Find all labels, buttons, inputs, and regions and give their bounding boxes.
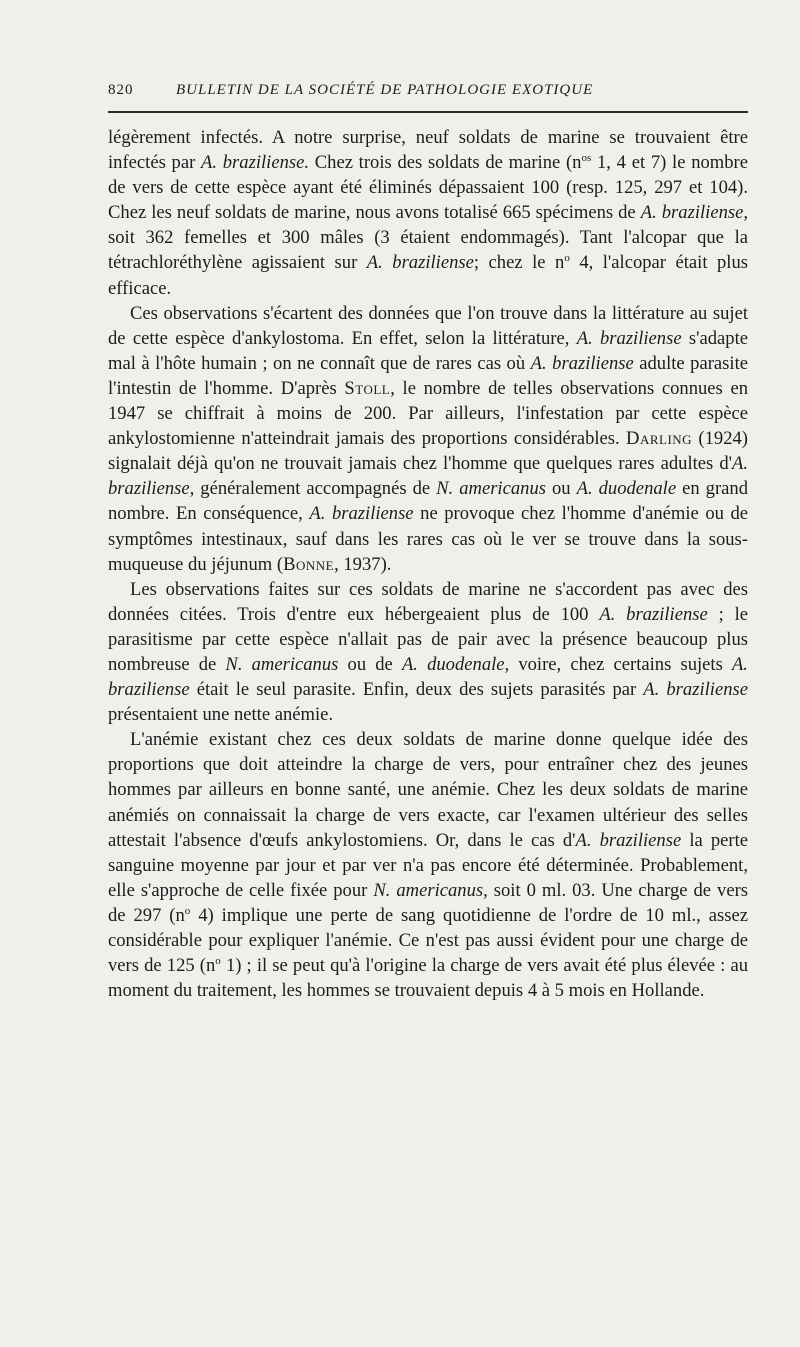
header-rule bbox=[108, 111, 748, 113]
paragraph-2: Ces observations s'écartent des données que l'on trouve dans la littérature au sujet de cette espèce d'ankylostoma. En effet, selon la littérature, A. braziliense s'adapte mal à l'hôte humain ; on ne connaît que de rares cas où A. braziliense adulte parasite l'intestin de l'homme. D'après Stoll, le nombre de telles observations connues en 1947 se chiffrait à moins de 200. Par ailleurs, l'infestation par cette espèce ankylostomienne n'atteindrait jamais des proportions considérables. Darling (1924) signalait déjà qu'on ne trouvait jamais chez l'homme que quelques rares adultes d'A. braziliense, généralement accompagnés de N. americanus ou A. duodenale en grand nombre. En conséquence, A. braziliense ne provoque chez l'homme d'anémie ou de symptômes intestinaux, sauf dans les rares cas où le ver se trouve dans la sous-muqueuse du jéjunum (Bonne, 1937). bbox=[108, 302, 749, 575]
body-text bbox=[108, 125, 748, 1003]
page-number: 820 bbox=[108, 82, 134, 98]
paragraph-3: Les observations faites sur ces soldats de marine ne s'accordent pas avec des données citées. Trois d'entre eux hébergeaient plus de 100 A. braziliense ; le parasitisme par cette espèce n'allait pas de pair avec la présence beaucoup plus nombreuse de N. americanus ou de A. duodenale, voire, chez certains sujets A. braziliense était le seul parasite. Enfin, deux des sujets parasités par A. braziliense présentaient une nette anémie. bbox=[108, 578, 748, 726]
running-title: BULLETIN DE LA SOCIÉTÉ DE PATHOLOGIE EXOTIQUE bbox=[176, 82, 594, 98]
paragraph-1: légèrement infectés. A notre surprise, neuf soldats de marine se trouvaient être infectés par A. braziliense. Chez trois des soldats de marine ($n^{os}$ 1, 4 et 7) le nombre de vers de cette espèce ayant été éliminés dépassaient 100 (resp. 125, 297 et 104). Chez les neuf soldats de marine, nous avons totalisé 665 spécimens de A. braziliense, soit 362 femelles et 300 mâles (3 étaient endommagés). Tant l'alcopar que la tétrachloréthylène agissaient sur A. braziliense; chez le $n^o$ 4, l'alcopar était plus efficace. bbox=[108, 127, 749, 299]
paragraph-4: L'anémie existant chez ces deux soldats de marine donne quelque idée des proportions que doit atteindre la charge de vers, pour entraîner chez des jeunes hommes par ailleurs en bonne santé, une anémie. Chez les deux soldats de marine anémiés on connaissait la charge de vers exacte, car l'examen ultérieur des selles attestait l'absence d'œufs ankylostomiens. Or, dans le cas d'A. braziliense la perte sanguine moyenne par jour et par ver n'a pas encore été déterminée. Probablement, elle s'approche de celle fixée pour N. americanus, soit 0 ml. 03. Une charge de vers de 297 ($n^o$ 4) implique une perte de sang quotidienne de l'ordre de 10 ml., assez considérable pour expliquer l'anémie. Ce n'est pas aussi évident pour une charge de vers de 125 ($n^o$ 1) ; il se peut qu'à l'origine la charge de vers avait été plus élevée : au moment du traitement, les hommes se trouvaient depuis 4 à 5 mois en Hollande. bbox=[108, 729, 749, 1002]
